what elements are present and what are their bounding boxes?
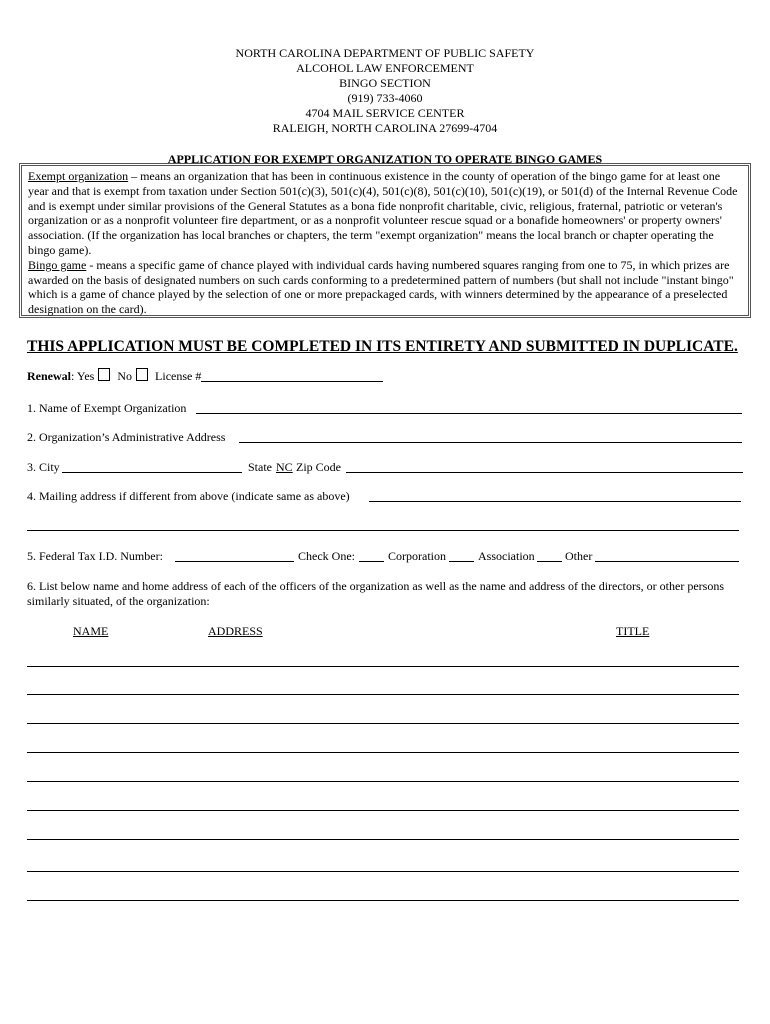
bingo-term: Bingo game <box>28 257 87 272</box>
city-input[interactable] <box>62 472 242 473</box>
bingo-definition <box>28 258 742 317</box>
tax-id-input[interactable] <box>175 561 294 562</box>
officer-entry-line[interactable] <box>27 752 739 753</box>
mailing-address-input-line2[interactable] <box>27 530 739 531</box>
renewal-no-label: No <box>117 369 133 383</box>
officer-entry-line[interactable] <box>27 666 739 667</box>
other-input[interactable] <box>595 561 739 562</box>
zip-input[interactable] <box>346 472 743 473</box>
header-line: 4704 MAIL SERVICE CENTER <box>305 106 465 120</box>
officers-instruction: 6. List below name and home address of each of the officers of the organization as well as the name and address of the directors, or other persons similarly situated, of the organization: <box>27 579 724 608</box>
corporation-trailing-blank[interactable] <box>449 561 474 562</box>
column-header-name: NAME <box>73 624 109 638</box>
bingo-text: - means a specific game of chance played with individual cards having numbered squares ranging from one to 75, in which prizes are awarded on the basis of designated numbers on such cards conforming to a predetermined pattern of numbers (but shall not include "instant bingo" which is a game of chance played by the selection of one or more prepackaged cards, with winners determined by the appearance of a preselected designation on the card). <box>28 257 734 317</box>
license-input[interactable] <box>201 370 383 382</box>
mailing-address-label: 4. Mailing address if different from above (indicate same as above) <box>27 489 350 503</box>
header-line: NORTH CAROLINA DEPARTMENT OF PUBLIC SAFETY <box>235 46 535 60</box>
header-line: BINGO SECTION <box>339 76 431 90</box>
zip-label: Zip Code <box>296 460 341 474</box>
officer-entry-line[interactable] <box>27 900 739 901</box>
city-label: 3. City <box>27 460 60 474</box>
officer-entry-line[interactable] <box>27 723 739 724</box>
check-one-label: Check One: <box>298 549 355 563</box>
officer-entry-line[interactable] <box>27 839 739 840</box>
admin-address-label: 2. Organization’s Administrative Address <box>27 430 226 444</box>
officer-entry-line[interactable] <box>27 871 739 872</box>
license-label: License # <box>155 369 202 383</box>
officer-entry-line[interactable] <box>27 781 739 782</box>
admin-address-input[interactable] <box>239 442 742 443</box>
tax-id-label: 5. Federal Tax I.D. Number: <box>27 549 163 563</box>
header-line: (919) 733-4060 <box>347 91 423 105</box>
state-value: NC <box>276 460 293 474</box>
org-name-label: 1. Name of Exempt Organization <box>27 401 187 415</box>
association-label: Association <box>478 549 535 563</box>
renewal-yes-checkbox[interactable] <box>98 368 110 381</box>
exempt-term: Exempt organization <box>28 169 129 183</box>
instruction-heading: THIS APPLICATION MUST BE COMPLETED IN ITS ENTIRETY AND SUBMITTED IN DUPLICATE. <box>27 338 738 355</box>
corporation-label: Corporation <box>388 549 446 563</box>
corporation-check-blank[interactable] <box>359 561 384 562</box>
header-line: ALCOHOL LAW ENFORCEMENT <box>296 61 474 75</box>
form-title: APPLICATION FOR EXEMPT ORGANIZATION TO OPERATE BINGO GAMES <box>167 152 603 166</box>
renewal-label: Renewal <box>27 369 71 383</box>
renewal-no-checkbox[interactable] <box>136 368 148 381</box>
other-label: Other <box>565 549 593 563</box>
definitions-box <box>19 163 751 318</box>
column-header-title: TITLE <box>616 624 650 638</box>
renewal-row <box>27 368 383 384</box>
officer-entry-line[interactable] <box>27 810 739 811</box>
state-label: State <box>248 460 272 474</box>
column-header-address: ADDRESS <box>208 624 263 638</box>
mailing-address-input[interactable] <box>369 501 741 502</box>
exempt-text: – means an organization that has been in continuous existence in the county of operation of the bingo game for at least one year and that is exempt from taxation under Section 501(c)(3), 501(c)(4), 501(c)(8), 501(c)(10), 501(c)(19), or 501(d) of the Internal Revenue Code and is exempt under similar provisions of the General Statutes as a bona fide nonprofit charitable, civic, religious, fraternal, patriotic or veteran's organization or as a nonprofit volunteer fire department, or as a nonprofit volunteer rescue squad or a bonafide homeowners' or property owners' association. (If the organization has local branches or chapters, the term "exempt organization" means the local branch or chapter operating the bingo game). <box>28 169 738 257</box>
header-line: RALEIGH, NORTH CAROLINA 27699-4704 <box>272 121 498 135</box>
renewal-yes-label: : Yes <box>71 369 95 383</box>
association-trailing-blank[interactable] <box>537 561 562 562</box>
agency-header <box>0 46 770 136</box>
org-name-input[interactable] <box>196 413 742 414</box>
officer-entry-line[interactable] <box>27 694 739 695</box>
exempt-definition <box>28 169 742 258</box>
